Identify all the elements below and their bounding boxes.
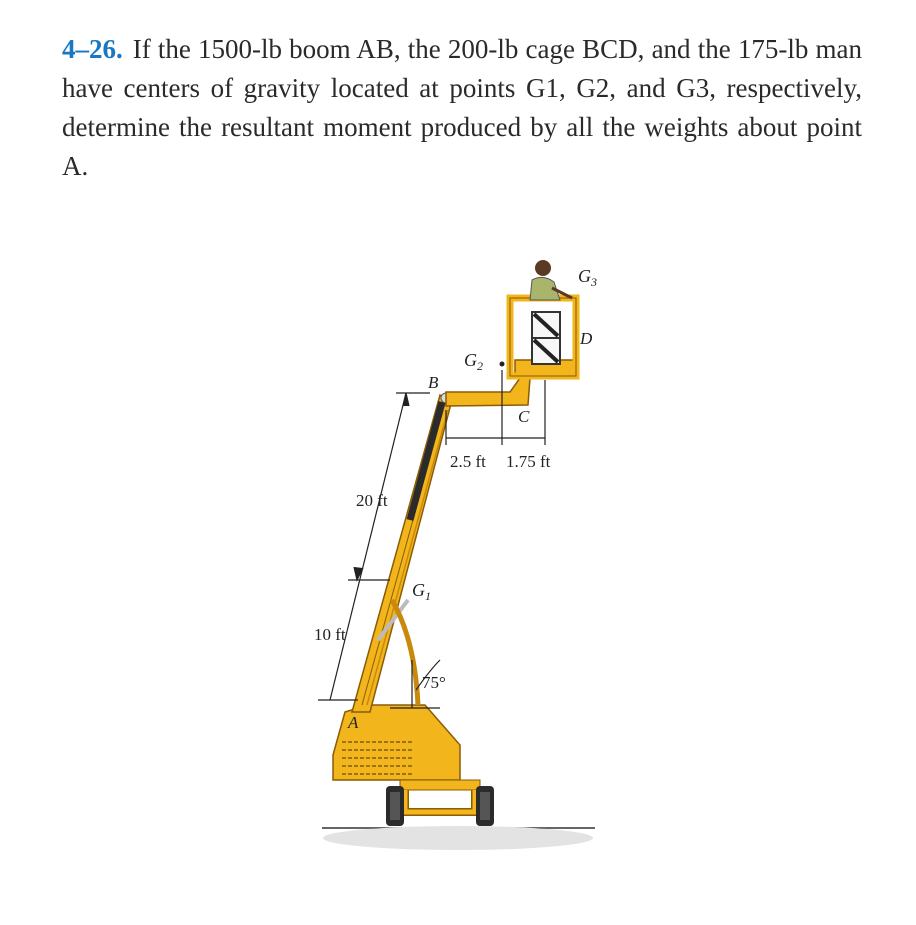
wheels <box>386 786 494 826</box>
G2-point <box>500 362 505 367</box>
problem-line-4: produced by all the weights about point A. <box>62 112 862 181</box>
problem-line-2: the 175-lb man have centers of gravity located at points G1, <box>62 34 862 103</box>
ground <box>322 826 595 850</box>
problem-line-1: If the 1500-lb boom AB, the 200-lb cage BCD, and <box>132 34 691 64</box>
problem-number: 4–26. <box>62 34 123 64</box>
label-20ft: 20 ft <box>356 491 388 510</box>
label-G3: $G_3$ <box>578 266 597 289</box>
man-figure <box>530 260 572 300</box>
label-angle-75: 75° <box>422 673 446 692</box>
label-point-A: A <box>348 713 359 732</box>
label-G1: $G_1$ <box>412 580 431 603</box>
label-G2: $G_2$ <box>464 350 483 373</box>
label-1-75ft: 1.75 ft <box>506 452 551 471</box>
label-point-D: D <box>580 329 593 348</box>
label-10ft: 10 ft <box>314 625 346 644</box>
label-point-C: C <box>518 407 530 426</box>
label-2-5ft: 2.5 ft <box>450 452 486 471</box>
problem-line-3: G2, and G3, respectively, determine the resultant moment <box>62 73 862 142</box>
label-point-B: B <box>428 373 439 392</box>
